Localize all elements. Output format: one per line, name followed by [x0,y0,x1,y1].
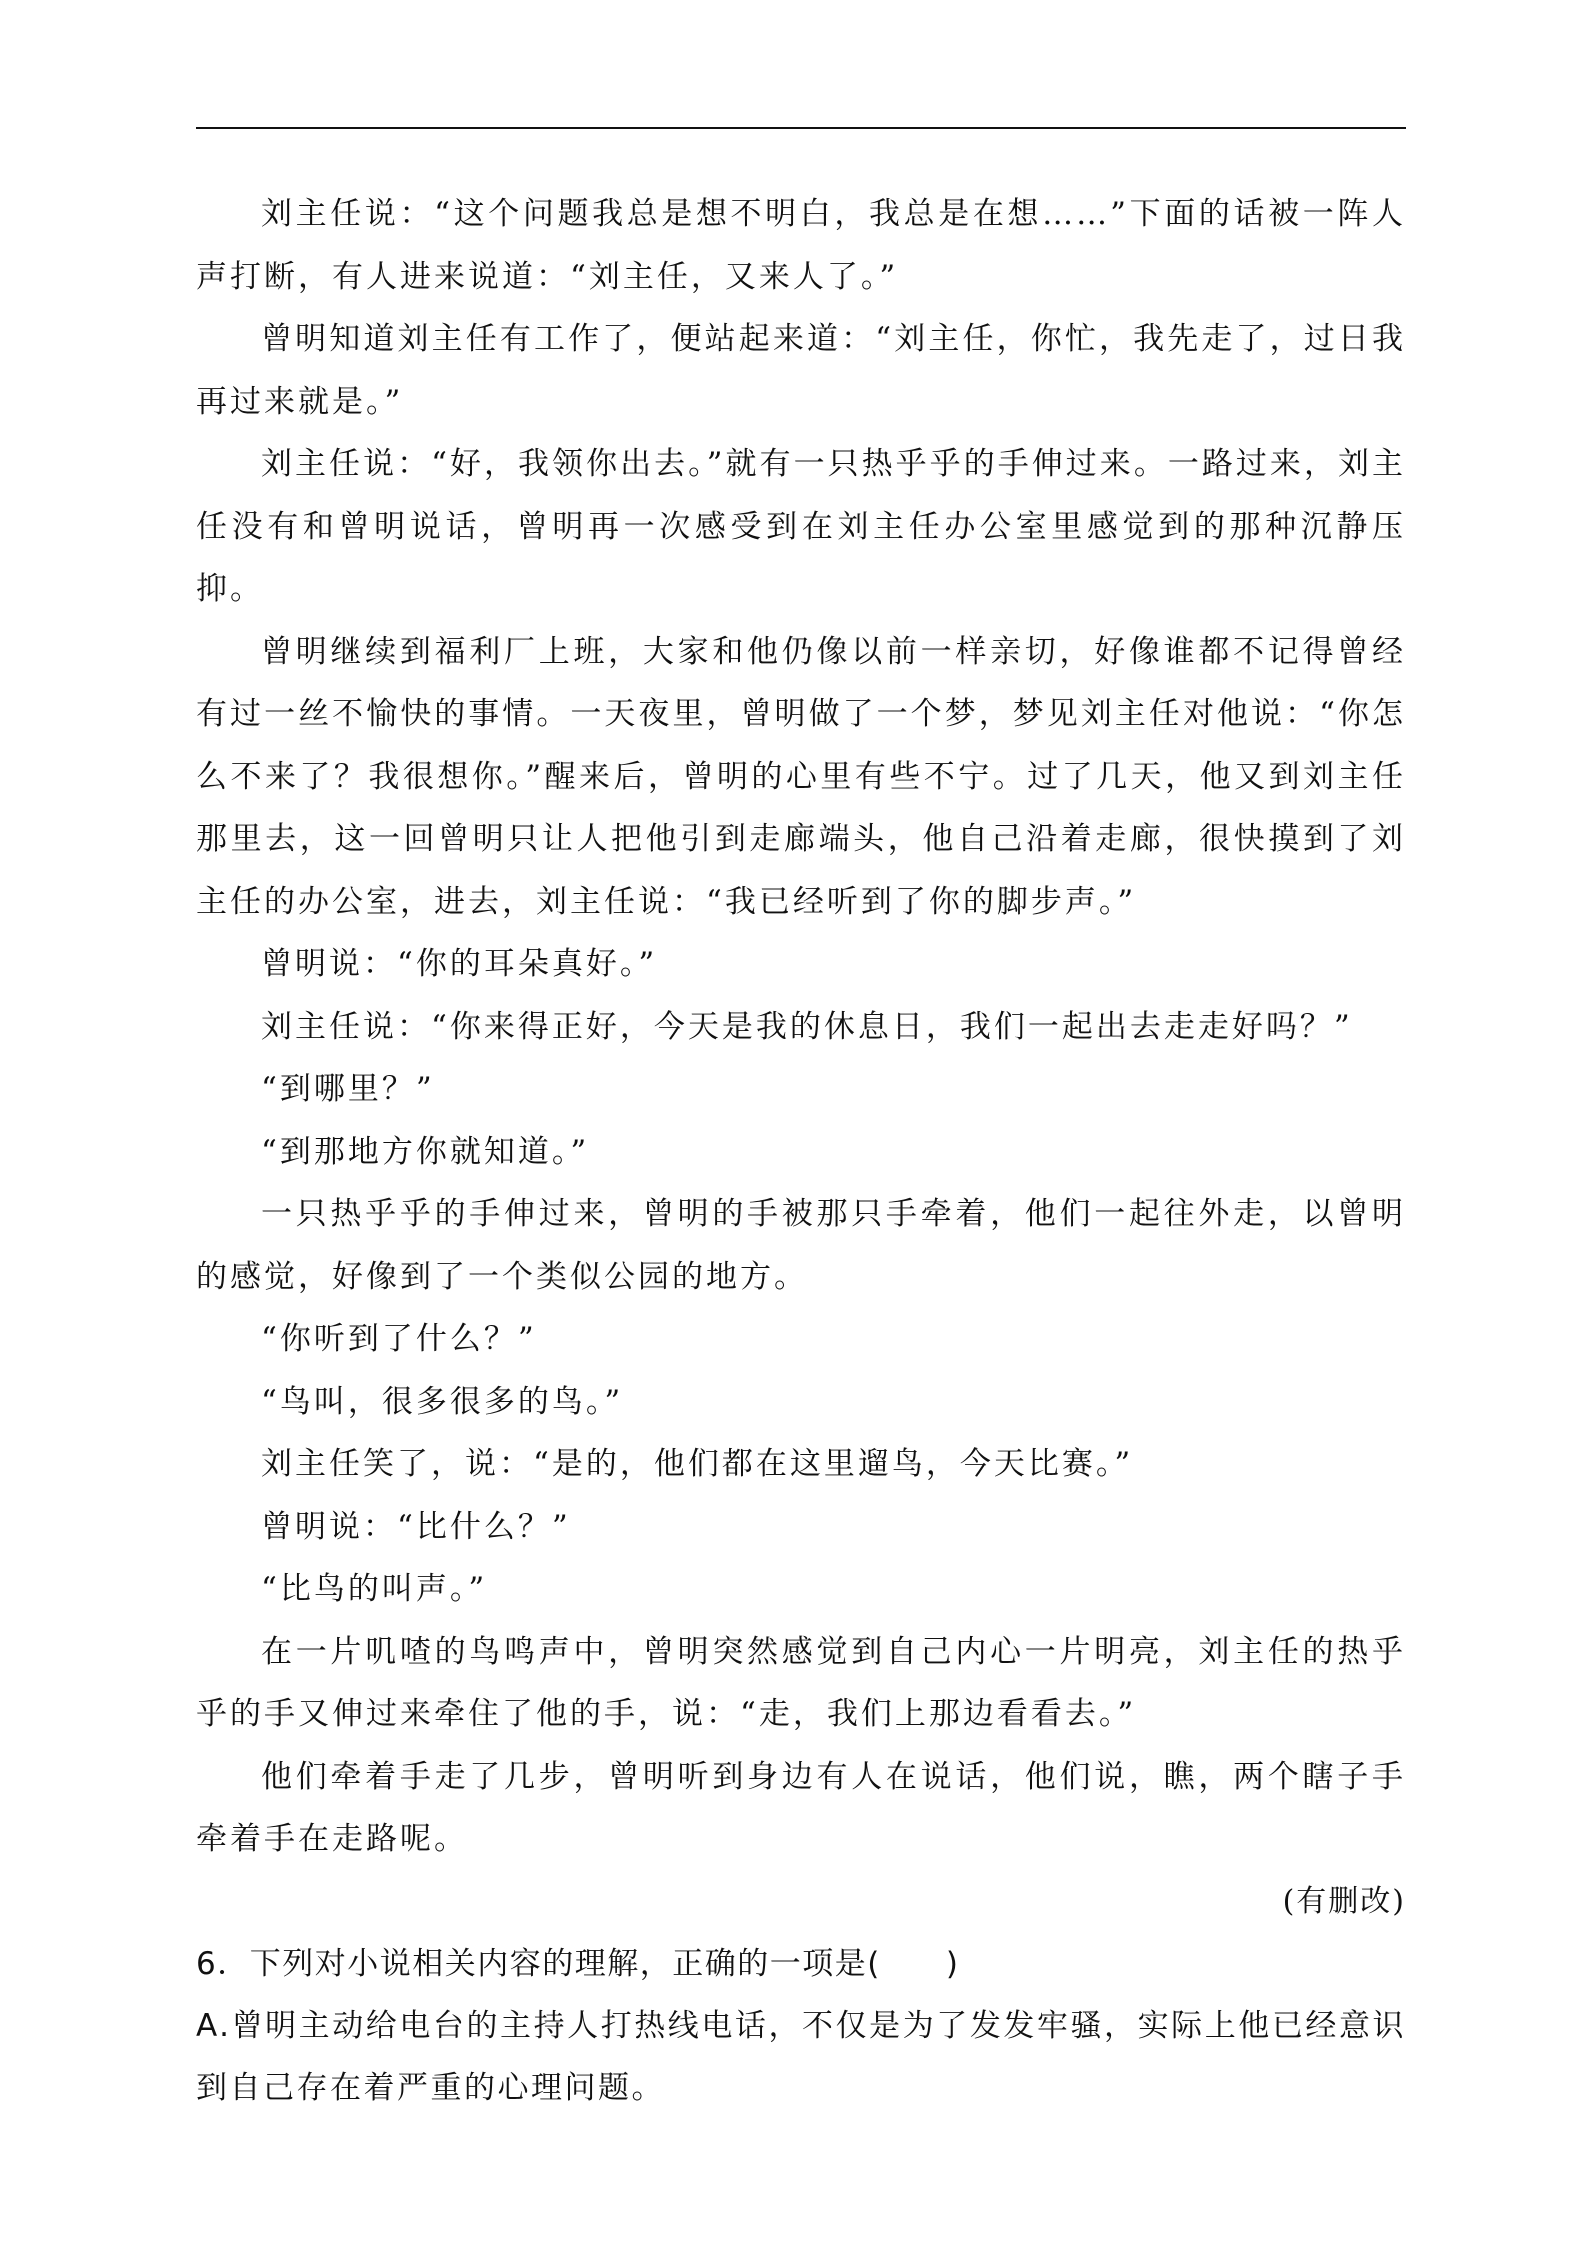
passage-paragraph: 在一片叽喳的鸟鸣声中，曾明突然感觉到自己内心一片明亮，刘主任的热乎乎的手又伸过来牵住了他的手，说：“走，我们上那边看看去。” [196,1633,1406,1732]
passage-paragraph: “到哪里？” [261,1071,435,1107]
passage-paragraph: 曾明知道刘主任有工作了，便站起来道：“刘主任，你忙，我先走了，过日我再过来就是。” [196,321,1406,420]
passage-paragraph: 曾明继续到福利厂上班，大家和他仍像以前一样亲切，好像谁都不记得曾经有过一丝不愉快的事情。一天夜里，曾明做了一个梦，梦见刘主任对他说：“你怎么不来了？我很想你。”醒来后，曾明的心里有些不宁。过了几天，他又到刘主任那里去，这一回曾明只让人把他引到走廊端头，他自己沿着走廊，很快摸到了刘主任的办公室，进去，刘主任说：“我已经听到了你的脚步声。” [196,633,1406,920]
source-note: (有删改) [1282,1883,1406,1919]
header-rule [196,127,1406,129]
passage-paragraph: 刘主任说：“好，我领你出去。”就有一只热乎乎的手伸过来。一路过来，刘主任没有和曾明说话，曾明再一次感受到在刘主任办公室里感觉到的那种沉静压抑。 [196,446,1406,607]
passage-paragraph: 曾明说：“比什么？” [261,1508,571,1545]
passage-paragraph: “比鸟的叫声。” [261,1571,488,1607]
passage-paragraph: 刘主任说：“这个问题我总是想不明白，我总是在想……”下面的话被一阵人声打断，有人进来说道：“刘主任，又来人了。” [196,196,1406,295]
passage-paragraph: 刘主任笑了，说：“是的，他们都在这里遛鸟，今天比赛。” [261,1446,1134,1482]
question-option-a: A.曾明主动给电台的主持人打热线电话，不仅是为了发发牢骚，实际上他已经意识到自己存在着严重的心理问题。 [196,2007,1406,2106]
passage-content [196,183,1406,2119]
passage-paragraph: 刘主任说：“你来得正好，今天是我的休息日，我们一起出去走走好吗？” [261,1008,1353,1045]
question-stem: 6．下列对小说相关内容的理解，正确的一项是( ) [196,1945,960,1982]
passage-paragraph: “鸟叫，很多很多的鸟。” [261,1383,624,1420]
passage-paragraph: 他们牵着手走了几步，曾明听到身边有人在说话，他们说，瞧，两个瞎子手牵着手在走路呢。 [196,1758,1406,1857]
passage-paragraph: 曾明说：“你的耳朵真好。” [261,946,658,982]
passage-paragraph: “你听到了什么？” [261,1321,537,1357]
passage-paragraph: “到那地方你就知道。” [261,1133,590,1170]
passage-paragraph: 一只热乎乎的手伸过来，曾明的手被那只手牵着，他们一起往外走，以曾明的感觉，好像到了一个类似公园的地方。 [196,1196,1406,1295]
